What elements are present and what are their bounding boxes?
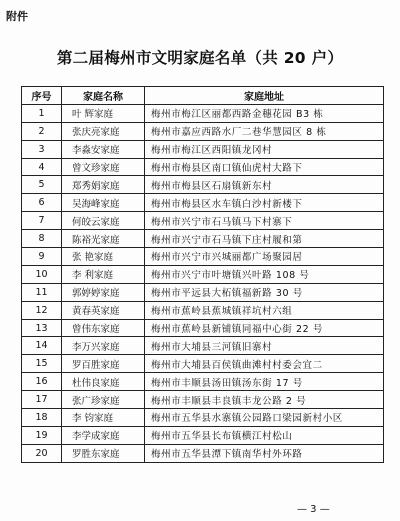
row-family-address: 梅州市蕉岭县蕉城镇祥坑村六组 bbox=[145, 301, 384, 319]
table-row bbox=[22, 212, 384, 230]
row-family-address: 梅州市五华县潭下镇南华村外环路 bbox=[145, 444, 384, 462]
row-serial: 16 bbox=[22, 373, 62, 391]
row-family-address: 梅州市梅江区丽都西路金穗花园 B3 栋 bbox=[145, 104, 384, 122]
document-title: 第二届梅州市文明家庭名单（共 20 户） bbox=[56, 49, 344, 67]
page-number: — 3 — bbox=[297, 504, 330, 515]
row-serial: 2 bbox=[22, 122, 62, 140]
row-family-address: 梅州市丰顺县汤田镇汤东街 17 号 bbox=[145, 373, 384, 391]
row-serial: 1 bbox=[22, 104, 62, 122]
row-family-address: 梅州市梅县区石扇镇新东村 bbox=[145, 176, 384, 194]
row-serial: 9 bbox=[22, 248, 62, 266]
row-family-address: 梅州市五华县水寨镇公园路口梁园新村小区 bbox=[145, 409, 384, 427]
table-row bbox=[22, 140, 384, 158]
row-family-address: 梅州市兴宁市石马镇马下村寨下 bbox=[145, 212, 384, 230]
row-family-address: 梅州市大埔县三河镇旧寨村 bbox=[145, 337, 384, 355]
row-serial: 10 bbox=[22, 265, 62, 283]
row-serial: 20 bbox=[22, 444, 62, 462]
table-row bbox=[22, 248, 384, 266]
row-family-name: 黄春英家庭 bbox=[62, 301, 145, 319]
row-family-name: 张广珍家庭 bbox=[62, 391, 145, 409]
row-family-name: 罗百胜家庭 bbox=[62, 355, 145, 373]
row-family-name: 张庆亮家庭 bbox=[62, 122, 145, 140]
table-row bbox=[22, 301, 384, 319]
row-serial: 8 bbox=[22, 230, 62, 248]
row-serial: 11 bbox=[22, 283, 62, 301]
row-family-address: 梅州市梅县区南口镇仙虎村大路下 bbox=[145, 158, 384, 176]
header-family-address: 家庭地址 bbox=[145, 87, 384, 105]
row-family-address: 梅州市梅县区水车镇白沙村新楼下 bbox=[145, 194, 384, 212]
row-family-name: 叶 辉家庭 bbox=[62, 104, 145, 122]
table-row bbox=[22, 355, 384, 373]
row-family-name: 曾文珍家庭 bbox=[62, 158, 145, 176]
table-row bbox=[22, 230, 384, 248]
row-family-address: 梅州市五华县长布镇横江村松山 bbox=[145, 426, 384, 444]
family-list-table bbox=[21, 86, 384, 463]
row-family-name: 李 利家庭 bbox=[62, 265, 145, 283]
row-family-name: 杜伟良家庭 bbox=[62, 373, 145, 391]
row-family-name: 李学成家庭 bbox=[62, 426, 145, 444]
row-serial: 13 bbox=[22, 319, 62, 337]
row-family-name: 郭婷婷家庭 bbox=[62, 283, 145, 301]
table-row bbox=[22, 194, 384, 212]
header-serial: 序号 bbox=[22, 87, 62, 105]
table-row bbox=[22, 265, 384, 283]
row-serial: 3 bbox=[22, 140, 62, 158]
row-serial: 12 bbox=[22, 301, 62, 319]
row-family-address: 梅州市兴宁市石马镇下庄村履和第 bbox=[145, 230, 384, 248]
row-family-address: 梅州市梅江区西阳镇龙冈村 bbox=[145, 140, 384, 158]
row-serial: 7 bbox=[22, 212, 62, 230]
row-serial: 6 bbox=[22, 194, 62, 212]
row-family-address: 梅州市兴宁市兴城丽都广场聚园居 bbox=[145, 248, 384, 266]
row-family-address: 梅州市平远县大柘镇福新路 30 号 bbox=[145, 283, 384, 301]
row-serial: 5 bbox=[22, 176, 62, 194]
table-header-row bbox=[22, 87, 384, 105]
row-serial: 17 bbox=[22, 391, 62, 409]
table-row bbox=[22, 319, 384, 337]
table-row bbox=[22, 158, 384, 176]
table-row bbox=[22, 426, 384, 444]
table-row bbox=[22, 283, 384, 301]
table-row bbox=[22, 409, 384, 427]
row-serial: 4 bbox=[22, 158, 62, 176]
header-family-name: 家庭名称 bbox=[62, 87, 145, 105]
row-serial: 15 bbox=[22, 355, 62, 373]
table-row bbox=[22, 104, 384, 122]
row-family-name: 吴海峰家庭 bbox=[62, 194, 145, 212]
row-family-name: 曾伟东家庭 bbox=[62, 319, 145, 337]
attachment-label: 附件 bbox=[6, 10, 28, 23]
table-row bbox=[22, 373, 384, 391]
row-family-name: 李万兴家庭 bbox=[62, 337, 145, 355]
row-family-name: 罗胜东家庭 bbox=[62, 444, 145, 462]
row-family-address: 梅州市蕉岭县新铺镇同福中心街 22 号 bbox=[145, 319, 384, 337]
row-family-name: 何皎云家庭 bbox=[62, 212, 145, 230]
row-serial: 14 bbox=[22, 337, 62, 355]
row-family-address: 梅州市大埔县百侯镇曲滩村村委会宜二 bbox=[145, 355, 384, 373]
row-family-address: 梅州市嘉应西路水厂二巷华慧园区 8 栋 bbox=[145, 122, 384, 140]
row-family-name: 张 艳家庭 bbox=[62, 248, 145, 266]
row-family-name: 陈裕光家庭 bbox=[62, 230, 145, 248]
row-family-name: 李 钧家庭 bbox=[62, 409, 145, 427]
row-family-address: 梅州市兴宁市叶塘镇兴叶路 108 号 bbox=[145, 265, 384, 283]
table-row bbox=[22, 391, 384, 409]
table-row bbox=[22, 122, 384, 140]
table-row bbox=[22, 176, 384, 194]
row-family-address: 梅州市丰顺县丰良镇丰龙公路 2 号 bbox=[145, 391, 384, 409]
row-family-name: 李淼安家庭 bbox=[62, 140, 145, 158]
row-family-name: 郑秀娟家庭 bbox=[62, 176, 145, 194]
table-row bbox=[22, 337, 384, 355]
row-serial: 18 bbox=[22, 409, 62, 427]
row-serial: 19 bbox=[22, 426, 62, 444]
table-row bbox=[22, 444, 384, 462]
